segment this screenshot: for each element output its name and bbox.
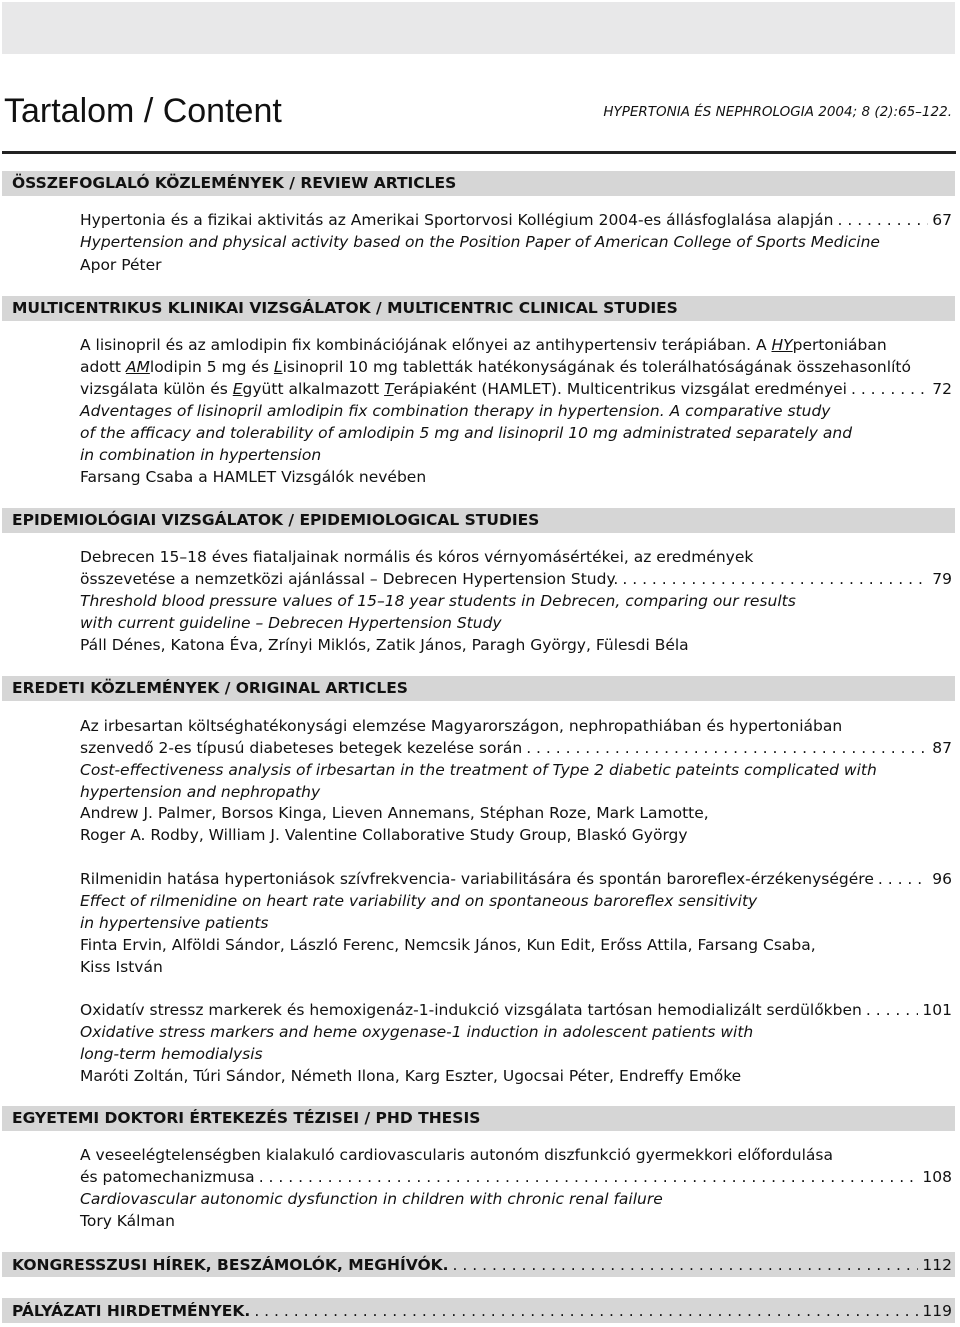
entry-title-en: of the afficacy and tolerability of amlodipin 5 mg and lisinopril 10 mg administrated separately and [80, 424, 853, 442]
acronym-letter: L [273, 358, 283, 376]
dot-leader [622, 568, 928, 590]
section-epidemiological-studies [2, 508, 955, 533]
toc-entry-line [80, 1166, 952, 1188]
page-number: 108 [922, 1168, 952, 1186]
journal-citation: HYPERTONIA ÉS NEPHROLOGIA 2004; 8 (2):65–122. [603, 104, 952, 120]
entry-title-en: long-term hemodialysis [80, 1045, 263, 1063]
section-label: MULTICENTRIKUS KLINIKAI VIZSGÁLATOK / MULTICENTRIC CLINICAL STUDIES [12, 299, 678, 317]
dot-leader [838, 209, 929, 231]
title-text: vizsgálata külön és [80, 380, 233, 398]
toc-entry-line[interactable] [80, 999, 952, 1021]
entry-title-hu: szenvedő 2-es típusú diabeteses betegek kezelése során [80, 739, 523, 757]
entry-title-hu: Oxidatív stressz markerek és hemoxigenáz-1-indukció vizsgálata tartósan hemodializált serdülőkben [80, 1001, 862, 1019]
dot-leader [453, 1254, 919, 1276]
section-label: ÖSSZEFOGLALÓ KÖZLEMÉNYEK / REVIEW ARTICLES [12, 174, 457, 192]
entry-title-hu: Rilmenidin hatása hypertoniások szívfrekvencia- variabilitására és spontán baroreflex-érzékenységére [80, 870, 874, 888]
entry-title-hu: összevetése a nemzetközi ajánlással – Debrecen Hypertension Study. [80, 570, 619, 588]
section-label: EPIDEMIOLÓGIAI VIZSGÁLATOK / EPIDEMIOLOGICAL STUDIES [12, 511, 540, 529]
entry-title-hu: Hypertonia és a fizikai aktivitás az Amerikai Sportorvosi Kollégium 2004-es állásfoglalása alapján [80, 211, 834, 229]
page-number: 119 [922, 1302, 952, 1320]
entry-title-hu[interactable]: Az irbesartan költséghatékonysági elemzése Magyarországon, nephropathiában és hypertoniában [80, 717, 843, 735]
page-number: 72 [932, 380, 952, 398]
dot-leader [259, 1166, 919, 1188]
entry-authors: Páll Dénes, Katona Éva, Zrínyi Miklós, Zatik János, Paragh György, Fülesdi Béla [80, 636, 689, 654]
section-review-articles [2, 171, 955, 196]
acronym-letter: E [232, 380, 243, 398]
entry-authors: Kiss István [80, 958, 163, 976]
dot-leader [878, 868, 928, 890]
title-text: isinopril 10 mg tabletták hatékonyságának és tolerálhatóságának összehasonlító [282, 358, 911, 376]
page-number: 101 [922, 1001, 952, 1019]
toc-entry-line [80, 737, 952, 759]
toc-entry-line[interactable] [80, 868, 952, 890]
entry-authors: Maróti Zoltán, Túri Sándor, Németh Ilona, Karg Eszter, Ugocsai Péter, Endreffy Emőke [80, 1067, 742, 1085]
entry-title-en: Oxidative stress markers and heme oxygenase-1 induction in adolescent patients with [80, 1023, 754, 1041]
entry-authors: Roger A. Rodby, William J. Valentine Collaborative Study Group, Blaskó György [80, 826, 688, 844]
page-number: 112 [922, 1256, 952, 1274]
entry-title-hu[interactable] [80, 334, 887, 356]
entry-title-en: hypertension and nephropathy [80, 783, 321, 801]
entry-title-en: Hypertension and physical activity based on the Position Paper of American College of Sports Medicine [80, 233, 880, 251]
entry-title-en: in combination in hypertension [80, 446, 322, 464]
entry-title-en: Cardiovascular autonomic dysfunction in children with chronic renal failure [80, 1190, 663, 1208]
page-number: 96 [932, 870, 952, 888]
entry-title-hu [80, 378, 847, 400]
acronym-letter: T [384, 380, 394, 398]
entry-title-en: in hypertensive patients [80, 914, 269, 932]
entry-title-hu: és patomechanizmusa [80, 1168, 255, 1186]
section-label: EGYETEMI DOKTORI ÉRTEKEZÉS TÉZISEI / PHD THESIS [12, 1109, 481, 1127]
dot-leader [526, 737, 928, 759]
dot-leader [851, 378, 928, 400]
toc-entry-line[interactable] [12, 1300, 952, 1322]
entry-authors: Apor Péter [80, 256, 162, 274]
entry-authors: Finta Ervin, Alföldi Sándor, László Ferenc, Nemcsik János, Kun Edit, Erőss Attila, Farsang Csaba, [80, 936, 816, 954]
entry-authors: Tory Kálman [80, 1212, 175, 1230]
toc-entry-line[interactable] [12, 1254, 952, 1276]
page-number: 67 [932, 211, 952, 229]
section-label: EREDETI KÖZLEMÉNYEK / ORIGINAL ARTICLES [12, 679, 408, 697]
entry-title-hu [80, 356, 911, 378]
entry-title-hu[interactable]: Debrecen 15–18 éves fiataljainak normális és kóros vérnyomásértékei, az eredmények [80, 548, 754, 566]
title-text: gyütt alkalmazott [242, 380, 385, 398]
entry-title-en: Threshold blood pressure values of 15–18 year students in Debrecen, comparing our results [80, 592, 796, 610]
section-phd-thesis [2, 1106, 955, 1131]
header-band [2, 2, 955, 54]
page-title: Tartalom / Content [4, 92, 282, 130]
title-rule [2, 151, 956, 154]
title-text: lodipin 5 mg és [149, 358, 274, 376]
dot-leader [254, 1300, 918, 1322]
page-number: 79 [932, 570, 952, 588]
entry-title-en: Cost-effectiveness analysis of irbesartan in the treatment of Type 2 diabetic pateints complicated with [80, 761, 877, 779]
section-label: KONGRESSZUSI HÍREK, BESZÁMOLÓK, MEGHÍVÓK. [12, 1256, 449, 1274]
entry-authors: Andrew J. Palmer, Borsos Kinga, Lieven Annemans, Stéphan Roze, Mark Lamotte, [80, 804, 709, 822]
entry-title-en: Adventages of lisinopril amlodipin fix combination therapy in hypertension. A comparative study [80, 402, 831, 420]
dot-leader [866, 999, 919, 1021]
acronym-letter: AM [125, 358, 150, 376]
section-multicentric-studies [2, 296, 955, 321]
entry-title-en: Effect of rilmenidine on heart rate variability and on spontaneous baroreflex sensitivity [80, 892, 758, 910]
title-text: adott [80, 358, 126, 376]
toc-entry-line [80, 378, 952, 400]
title-text: pertoniában [792, 336, 887, 354]
title-text: erápiaként (HAMLET). Multicentrikus vizsgálat eredményei [393, 380, 847, 398]
entry-title-hu[interactable]: A veseelégtelenségben kialakuló cardiovascularis autonóm diszfunkció gyermekkori előfordulása [80, 1146, 833, 1164]
entry-authors: Farsang Csaba a HAMLET Vizsgálók nevében [80, 468, 427, 486]
section-original-articles [2, 676, 955, 701]
acronym-letter: HY [771, 336, 793, 354]
entry-title-en: with current guideline – Debrecen Hypertension Study [80, 614, 502, 632]
section-label: PÁLYÁZATI HIRDETMÉNYEK. [12, 1302, 251, 1320]
toc-entry-line [80, 568, 952, 590]
toc-entry-line[interactable] [80, 209, 952, 231]
title-text: A lisinopril és az amlodipin fix kombinációjának előnyei az antihypertensiv terápiában. A [80, 336, 772, 354]
page-number: 87 [932, 739, 952, 757]
